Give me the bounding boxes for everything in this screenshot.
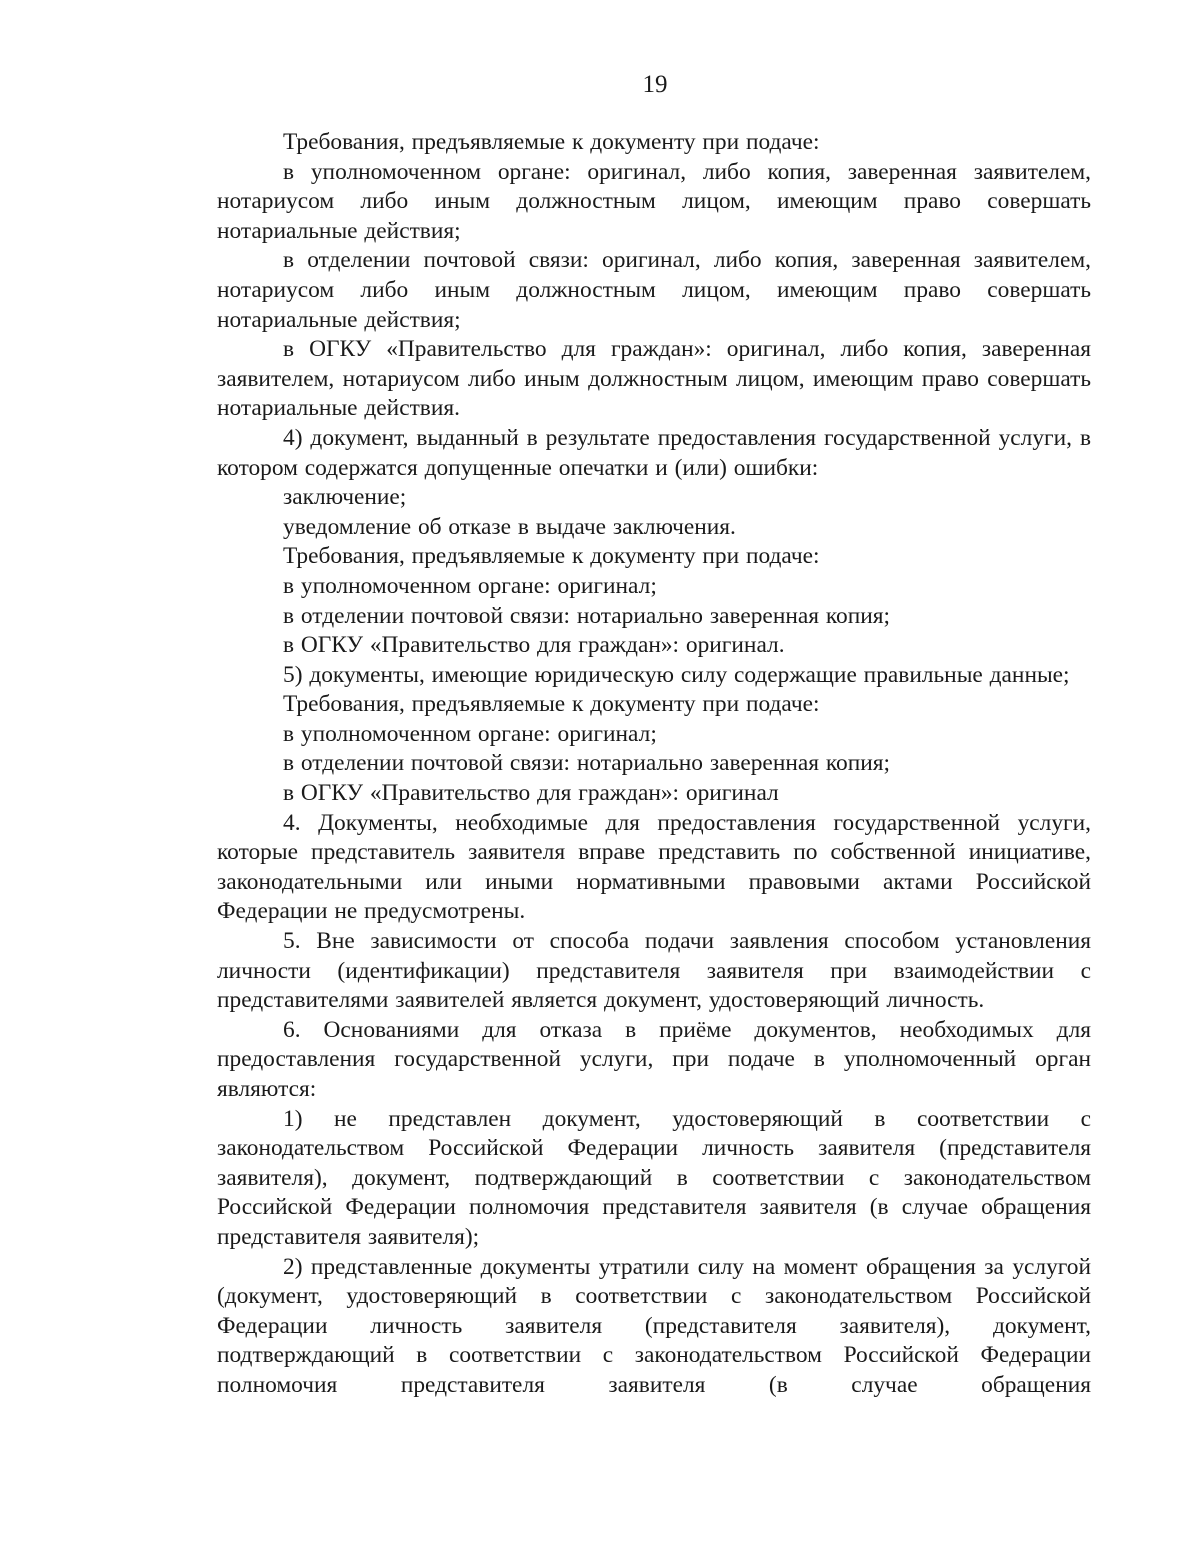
paragraph: в отделении почтовой связи: нотариально заверенная копия; xyxy=(283,602,891,629)
paragraph: в ОГКУ «Правительство для граждан»: оригинал, либо копия, заверенная заявителем, нотариусом либо иным должностным лицом, имеющим право совершать нотариальные действия. xyxy=(217,336,1091,422)
paragraph: Требования, предъявляемые к документу при подаче: xyxy=(283,543,820,570)
paragraph: 4. Документы, необходимые для предоставления государственной услуги, которые представитель заявителя вправе представить по собственной инициативе, законодательными или иными нормативными правовыми актами Российской Федерации не предусмотрены. xyxy=(217,809,1091,925)
paragraph: 1) не представлен документ, удостоверяющий в соответствии с законодательством Российской Федерации личность заявителя (представителя заявителя), документ, подтверждающий в соответствии с законодательством Российской Федерации полномочия представителя заявителя (в случае обращения представителя заявителя); xyxy=(217,1105,1091,1250)
paragraph: 5. Вне зависимости от способа подачи заявления способом установления личности (идентификации) представителя заявителя при взаимодействии с представителями заявителей является документ, удостоверяющий личность. xyxy=(217,928,1091,1014)
paragraph: 6. Основаниями для отказа в приёме документов, необходимых для предоставления государственной услуги, при подаче в уполномоченный орган являются: xyxy=(217,1016,1091,1102)
paragraph: Требования, предъявляемые к документу при подаче: xyxy=(283,129,820,155)
paragraph: 4) документ, выданный в результате предоставления государственной услуги, в котором содержатся допущенные опечатки и (или) ошибки: xyxy=(217,424,1091,481)
paragraph: в ОГКУ «Правительство для граждан»: оригинал xyxy=(283,780,779,807)
page-number: 19 xyxy=(642,71,668,98)
paragraph: в отделении почтовой связи: оригинал, либо копия, заверенная заявителем, нотариусом либо иным должностным лицом, имеющим право совершать нотариальные действия; xyxy=(217,247,1091,333)
paragraph: в уполномоченном органе: оригинал; xyxy=(283,720,657,747)
document-body xyxy=(217,128,1091,1401)
paragraph: в ОГКУ «Правительство для граждан»: оригинал. xyxy=(283,632,785,659)
paragraph: в отделении почтовой связи: нотариально заверенная копия; xyxy=(283,750,891,777)
paragraph: заключение; xyxy=(283,484,407,511)
paragraph: 5) документы, имеющие юридическую силу содержащие правильные данные; xyxy=(283,661,1070,688)
paragraph: в уполномоченном органе: оригинал; xyxy=(283,572,657,599)
paragraph: Требования, предъявляемые к документу при подаче: xyxy=(283,691,820,718)
paragraph: 2) представленные документы утратили силу на момент обращения за услугой (документ, удостоверяющий в соответствии с законодательством Российской Федерации личность заявителя (представителя заявителя), документ, подтверждающий в соответствии с законодательством Российской Федерации полномочия представителя заявителя (в случае обращения xyxy=(217,1253,1091,1398)
paragraph: уведомление об отказе в выдаче заключения. xyxy=(283,513,736,540)
paragraph: в уполномоченном органе: оригинал, либо копия, заверенная заявителем, нотариусом либо иным должностным лицом, имеющим право совершать нотариальные действия; xyxy=(217,158,1091,244)
